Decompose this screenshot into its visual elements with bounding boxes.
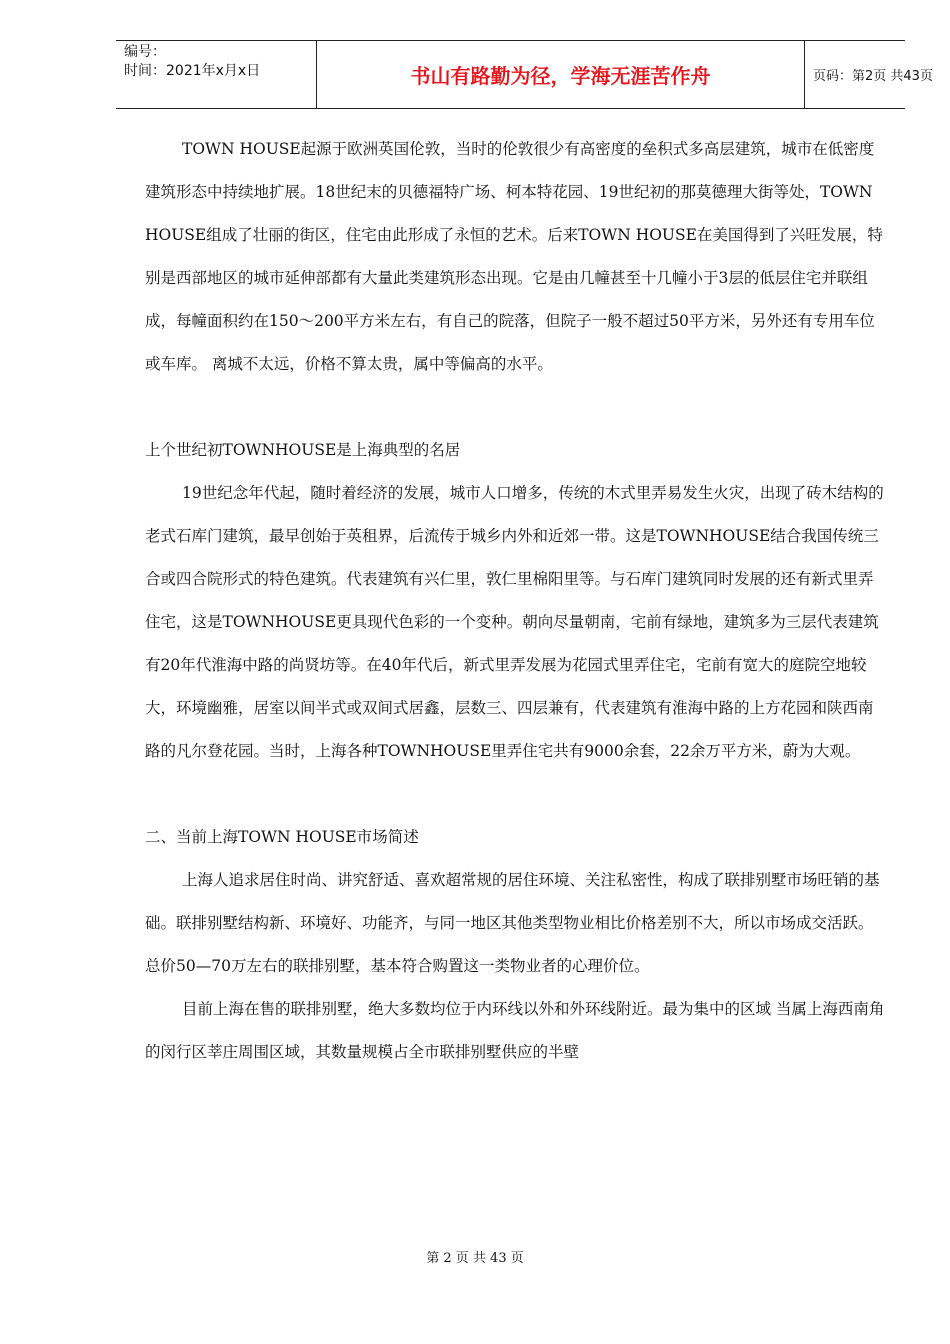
section-heading: 上个世纪初TOWNHOUSE是上海典型的名居 [145,441,461,459]
header-page-info: 页码：第2页 共43页 [813,69,933,84]
page-header [116,40,933,109]
body-paragraph: 目前上海在售的联排别墅，绝大多数均位于内环线以外和外环线附近。最为集中的区域 当属上海西南角的闵行区莘庄周围区域，其数量规模占全市联排别墅供应的半壁 [145,1000,885,1061]
body-paragraph: 19世纪念年代起，随时着经济的发展，城市人口增多，传统的木式里弄易发生火灾，出现了砖木结构的老式石库门建筑，最早创始于英租界，后流传于城乡内外和近郊一带。这是TOWNHOUSE结合我国传统三合或四合院形式的特色建筑。代表建筑有兴仁里，敦仁里棉阳里等。与石库门建筑同时发展的还有新式里弄住宅，这是TOWNHOUSE更具现代色彩的一个变种。朝向尽量朝南，宅前有绿地，建筑多为三层代表建筑有20年代淮海中路的尚贤坊等。在40年代后，新式里弄发展为花园式里弄住宅，宅前有宽大的庭院空地较大，环境幽雅，居室以间半式或双间式居鑫，层数三、四层兼有，代表建筑有淮海中路的上方花园和陕西南路的凡尔登花园。当时，上海各种TOWNHOUSE里弄住宅共有9000余套，22余万平方米，蔚为大观。 [145,484,884,760]
body-paragraph: 上海人追求居住时尚、讲究舒适、喜欢超常规的居住环境、关注私密性，构成了联排别墅市场旺销的基础。联排别墅结构新、环境好、功能齐，与同一地区其他类型物业相比价格差别不大，所以市场成交活跃。总价50—70万左右的联排别墅，基本符合购置这一类物业者的心理价位。 [145,871,880,975]
header-meta [116,41,316,108]
document-time-label: 时间：2021年x月x日 [124,63,261,79]
document-number-label: 编号： [124,44,166,60]
body-paragraph: TOWN HOUSE起源于欧洲英国伦敦，当时的伦敦很少有高密度的垒积式多高层建筑，城市在低密度建筑形态中持续地扩展。18世纪末的贝德福特广场、柯本特花园、19世纪初的那莫德理大街等处，TOWN HOUSE组成了壮丽的街区，住宅由此形成了永恒的艺术。后来TOWN HOUSE在美国得到了兴旺发展，特别是西部地区的城市延伸部都有大量此类建筑形态出现。它是由几幢甚至十几幢小于3层的低层住宅并联组成，每幢面积约在150～200平方米左右，有自己的院落，但院子一般不超过50平方米，另外还有专用车位或车库。 离城不太远，价格不算太贵，属中等偏高的水平。 [145,140,883,373]
header-motto: 书山有路勤为径，学海无涯苦作舟 [316,41,805,108]
section-heading: 二、当前上海TOWN HOUSE市场简述 [145,828,419,846]
page-footer: 第 2 页 共 43 页 [426,1251,524,1266]
document-body [145,128,885,1074]
